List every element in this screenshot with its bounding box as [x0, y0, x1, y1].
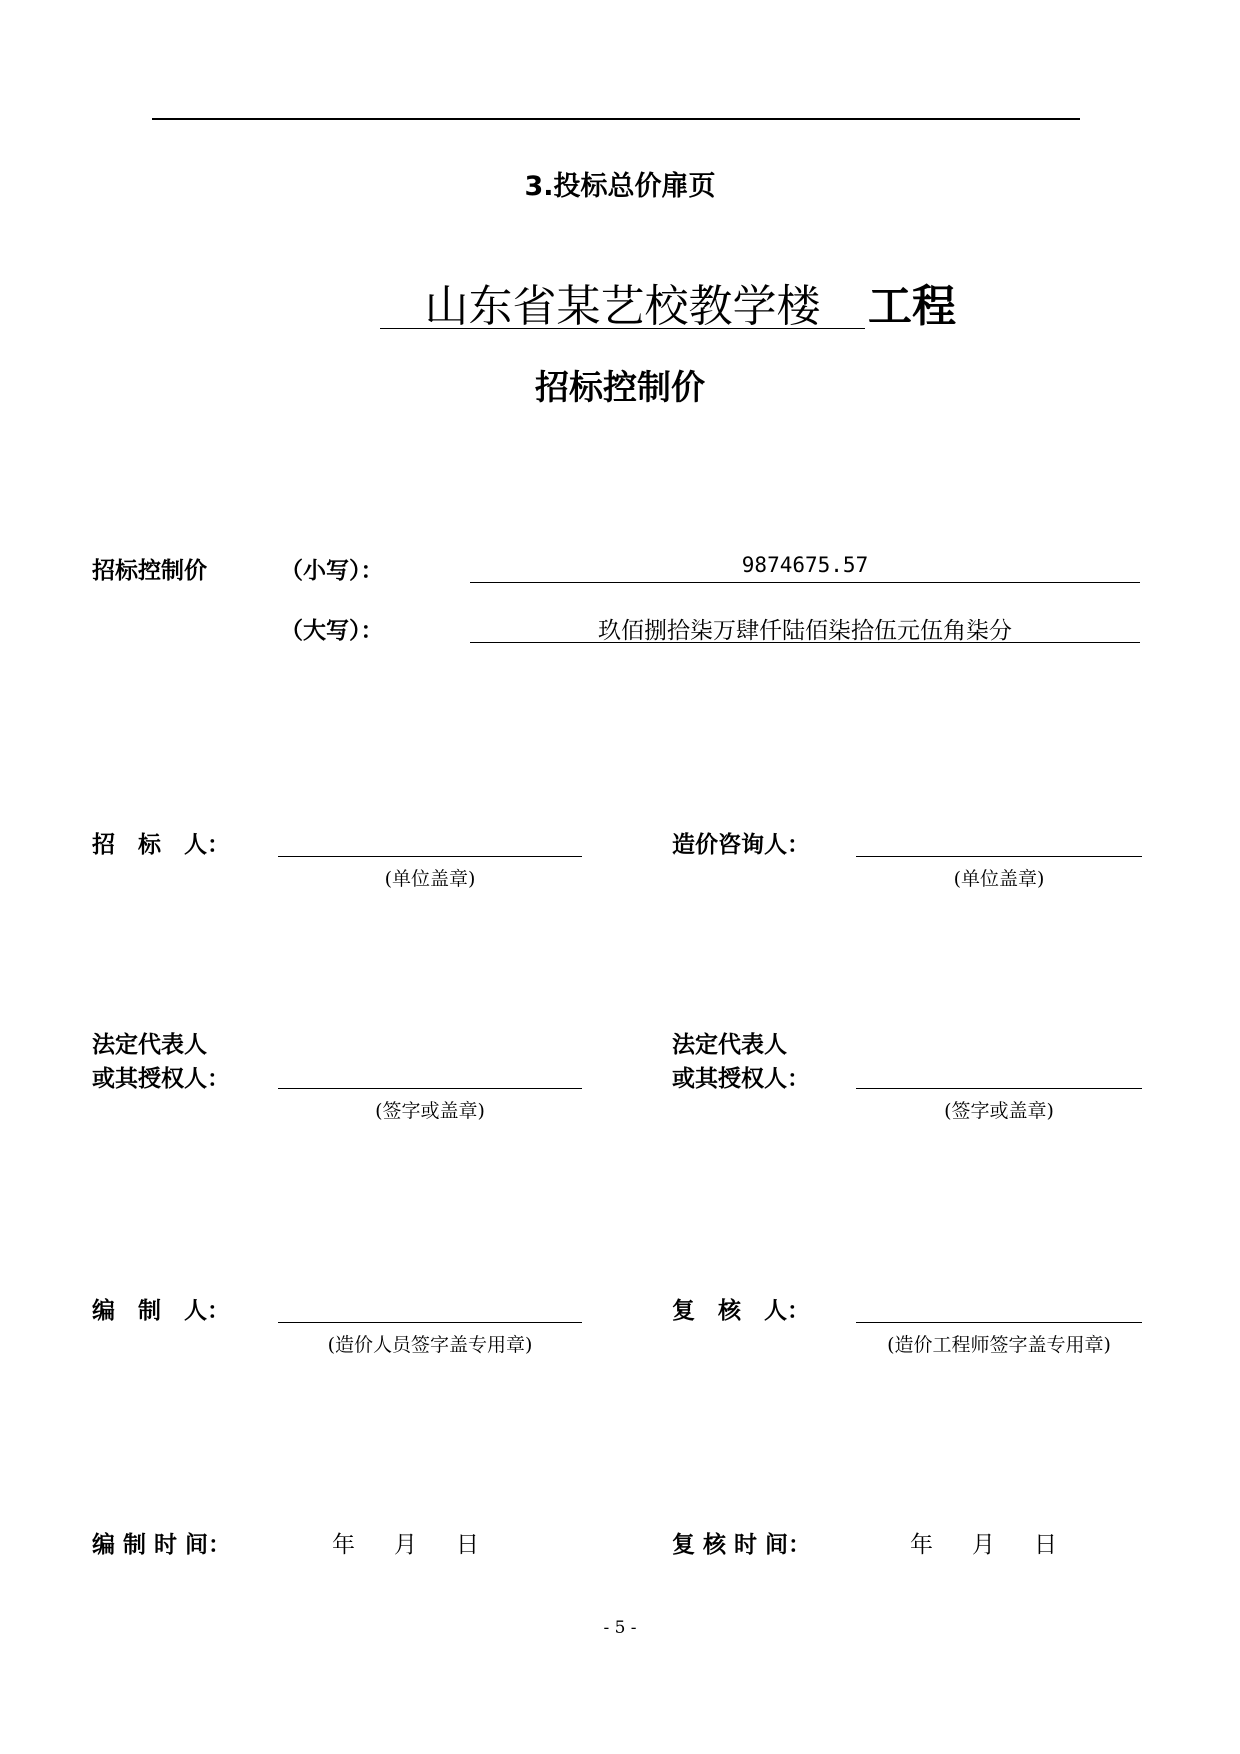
- compile-date-month: 月: [394, 1532, 417, 1558]
- page-number: - 5 -: [603, 1618, 637, 1638]
- consultant-caption: (单位盖章): [953, 868, 1045, 890]
- control-price-label: 招标控制价: [92, 558, 207, 584]
- reviewer-label: 复 核 人：: [672, 1298, 810, 1324]
- reviewer-signature-line: [856, 1322, 1142, 1323]
- small-amount-underline: [470, 582, 1140, 583]
- compile-date-label: 编 制 时 间：: [92, 1532, 232, 1558]
- consultant-signature-line: [856, 856, 1142, 857]
- legal-right-label-line2: 或其授权人：: [672, 1066, 810, 1092]
- tenderer-signature-line: [278, 856, 582, 857]
- legal-left-label-line2: 或其授权人：: [92, 1066, 230, 1092]
- header-rule: [152, 118, 1080, 120]
- project-name-underline: [380, 328, 865, 329]
- review-date-day: 日: [1034, 1532, 1057, 1558]
- tenderer-label: 招 标 人：: [92, 832, 230, 858]
- legal-right-signature-line: [856, 1088, 1142, 1089]
- project-suffix: 工程: [868, 281, 956, 332]
- tenderer-caption: (单位盖章): [384, 868, 476, 890]
- document-subtitle: 招标控制价: [535, 368, 705, 408]
- big-amount-value: 玖佰捌拾柒万肆仟陆佰柒拾伍元伍角柒分: [598, 618, 1012, 644]
- small-amount-label: （小写）：: [280, 558, 384, 584]
- compile-date-day: 日: [456, 1532, 479, 1558]
- legal-right-label-line1: 法定代表人: [672, 1032, 787, 1058]
- legal-left-caption: (签字或盖章): [375, 1100, 485, 1122]
- compiler-signature-line: [278, 1322, 582, 1323]
- compiler-label: 编 制 人：: [92, 1298, 230, 1324]
- big-amount-underline: [470, 642, 1140, 643]
- reviewer-caption: (造价工程师签字盖专用章): [887, 1334, 1111, 1356]
- review-date-label: 复 核 时 间：: [672, 1532, 812, 1558]
- big-amount-label: （大写）：: [280, 618, 384, 644]
- review-date-year: 年: [910, 1532, 933, 1558]
- section-title: 3.投标总价扉页: [524, 171, 716, 202]
- review-date-month: 月: [972, 1532, 995, 1558]
- compiler-caption: (造价人员签字盖专用章): [327, 1334, 533, 1356]
- consultant-label: 造价咨询人：: [672, 832, 810, 858]
- compile-date-year: 年: [332, 1532, 355, 1558]
- small-amount-value: 9874675.57: [741, 553, 869, 577]
- legal-right-caption: (签字或盖章): [944, 1100, 1054, 1122]
- legal-left-signature-line: [278, 1088, 582, 1089]
- project-name: 山东省某艺校教学楼: [424, 281, 821, 332]
- legal-left-label-line1: 法定代表人: [92, 1032, 207, 1058]
